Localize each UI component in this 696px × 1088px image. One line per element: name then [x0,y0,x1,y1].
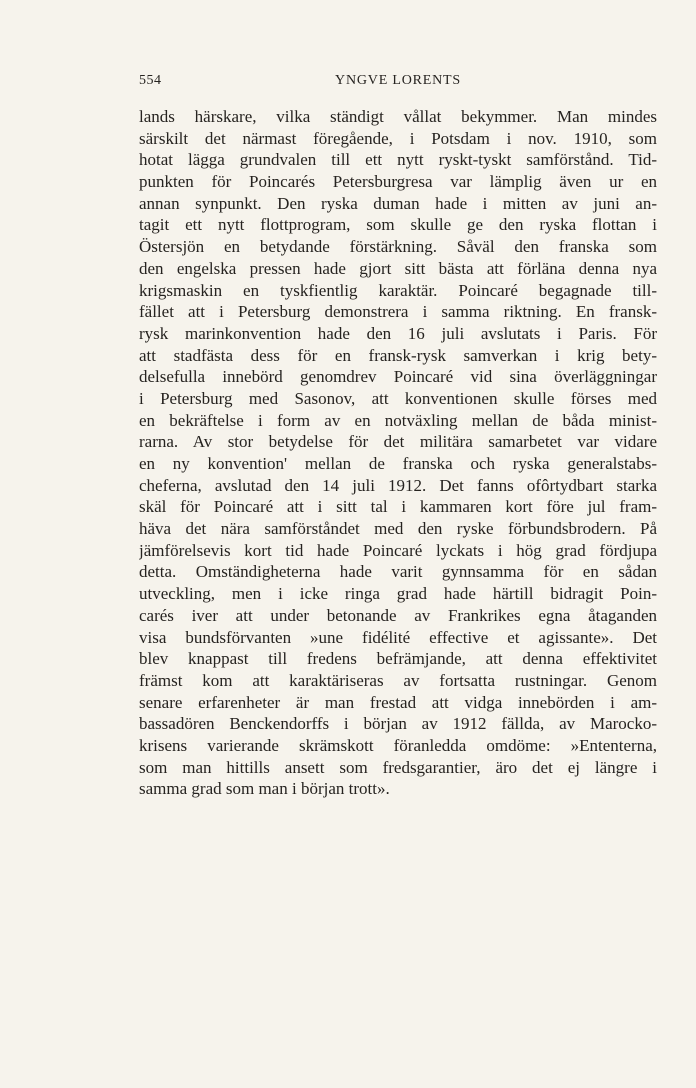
text-line: en ny konvention' mellan de franska och ryska generalstabs- [139,454,657,473]
text-line: punkten för Poincarés Petersburgresa var lämplig även ur en [139,172,657,192]
text-line: i Petersburg med Sasonov, att konventionen skulle förses med [139,388,657,408]
text-line: tagit ett nytt flottprogram, som skulle ge den ryska flottan i [139,215,657,235]
text-line: hotat lägga grundvalen till ett nytt ryskt-tyskt samförstånd. Tid- [139,150,657,170]
text-line: carés iver att under betonande av Frankrikes egna åtaganden [139,605,657,625]
text-line: häva det nära samförståndet med den ryske förbundsbrodern. På [139,519,657,539]
text-line: krigsmaskin en tyskfientlig karaktär. Poincaré begagnade till- [139,280,657,300]
text-line: visa bundsförvanten »une fidélité effective et agissante». Det [139,627,657,647]
text-line: en bekräftelse i form av en notväxling mellan de båda minist- [139,410,657,430]
text-line: annan synpunkt. Den ryska duman hade i mitten av juni an- [139,193,657,213]
body-text [139,106,657,800]
text-line: den engelska pressen hade gjort sitt bästa att förläna denna nya [139,258,657,278]
text-line: blev knappast till fredens befrämjande, att denna effektivitet [139,649,657,669]
text-line: lands härskare, vilka ständigt vållat bekymmer. Man mindes [139,107,657,126]
text-line: att stadfästa dess för en fransk-rysk samverkan i krig bety- [139,345,657,365]
page-number: 554 [139,73,162,88]
text-line: senare erfarenheter är man frestad att vidga innebörden i am- [139,692,657,712]
text-line: främst kom att karaktäriseras av fortsatta rustningar. Genom [139,670,657,690]
running-title: YNGVE LORENTS [335,73,461,88]
text-line: delsefulla innebörd genomdrev Poincaré vid sina överläggningar [139,367,657,387]
running-head [139,73,657,93]
text-line: cheferna, avslutad den 14 juli 1912. Det fanns ofôrtydbart starka [139,475,657,495]
text-line: rarna. Av stor betydelse för det militära samarbetet var vidare [139,432,657,452]
text-line: detta. Omständigheterna hade varit gynnsamma för en sådan [139,562,657,582]
text-line: skäl för Poincaré att i sitt tal i kammaren kort före jul fram- [139,497,657,517]
text-line: fället att i Petersburg demonstrera i samma riktning. En fransk- [139,302,657,322]
text-line-last: samma grad som man i början trott». [139,779,390,799]
text-line: bassadören Benckendorffs i början av 1912 fällda, av Marocko- [139,714,657,734]
text-line: rysk marinkonvention hade den 16 juli avslutats i Paris. För [139,323,657,343]
text-line: Östersjön en betydande förstärkning. Såväl den franska som [139,237,657,257]
text-line: jämförelsevis kort tid hade Poincaré lyckats i hög grad fördjupa [139,540,657,560]
text-line: särskilt det närmast föregående, i Potsdam i nov. 1910, som [139,128,657,148]
text-line: utveckling, men i icke ringa grad hade härtill bidragit Poin- [139,584,657,604]
text-line: krisens varierande skrämskott föranledda omdöme: »Ententerna, [139,735,657,755]
text-line: som man hittills ansett som fredsgarantier, äro det ej längre i [139,757,657,777]
